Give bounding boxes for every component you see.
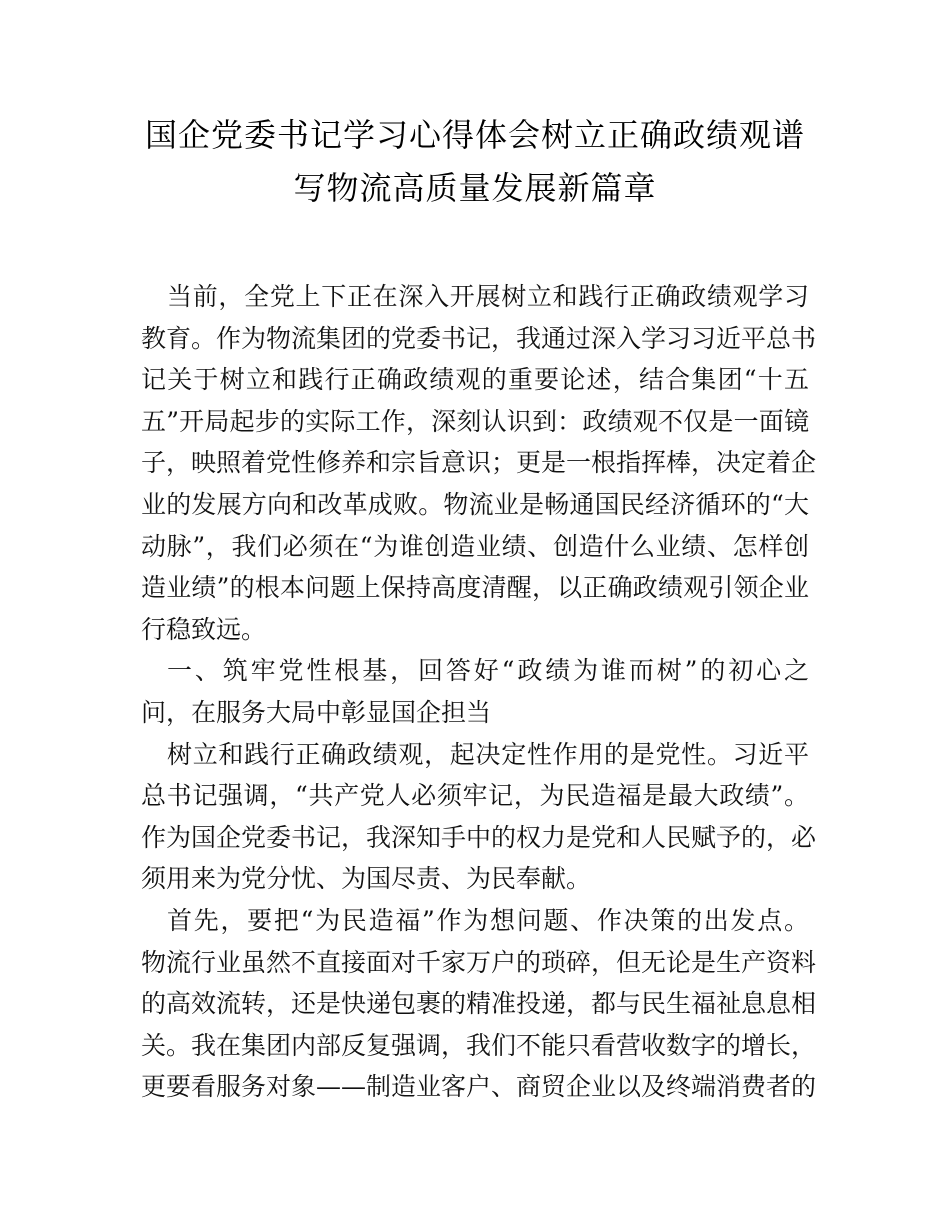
section-heading-1 — [141, 650, 809, 733]
paragraph-party-spirit — [141, 734, 817, 900]
text-line: 须用来为党分忧、为国尽责、为民奉献。 — [141, 864, 592, 894]
text-line: 造业绩”的根本问题上保持高度清醒，以正确政绩观引领企业 — [141, 573, 809, 603]
text-line: 子，映照着党性修养和宗旨意识；更是一根指挥棒，决定着企 — [141, 448, 817, 478]
text-line: 五”开局起步的实际工作，深刻认识到：政绩观不仅是一面镜 — [141, 406, 809, 436]
text-line: 总书记强调，“共产党人必须牢记，为民造福是最大政绩”。 — [141, 781, 809, 811]
document-body — [141, 276, 817, 1108]
text-line: 业的发展方向和改革成败。物流业是畅通国民经济循环的“大 — [141, 489, 809, 519]
text-line: 更要看服务对象——制造业客户、商贸企业以及终端消费者的 — [141, 1072, 817, 1102]
text-line: 问，在服务大局中彰显国企担当 — [141, 697, 492, 727]
text-line: 树立和践行正确政绩观，起决定性作用的是党性。习近平 — [167, 739, 809, 769]
text-line: 关。我在集团内部反复强调，我们不能只看营收数字的增长， — [141, 1030, 817, 1060]
title-line-1: 国企党委书记学习心得体会树立正确政绩观谱 — [144, 116, 805, 154]
text-line: 行稳致远。 — [141, 614, 267, 644]
text-line: 当前，全党上下正在深入开展树立和践行正确政绩观学习 — [167, 282, 809, 311]
text-line: 动脉”，我们必须在“为谁创造业绩、创造什么业绩、怎样创 — [141, 531, 809, 561]
document-title — [0, 109, 950, 215]
text-line: 一、筑牢党性根基，回答好“政绩为谁而树”的初心之 — [167, 656, 809, 686]
paragraph-first-point — [141, 900, 817, 1108]
paragraph-intro — [141, 276, 817, 650]
text-line: 作为国企党委书记，我深知手中的权力是党和人民赋予的，必 — [141, 822, 817, 852]
text-line: 首先，要把“为民造福”作为想问题、作决策的出发点。 — [167, 905, 809, 935]
text-line: 记关于树立和践行正确政绩观的重要论述，结合集团“十五 — [141, 365, 809, 395]
text-line: 的高效流转，还是快递包裹的精准投递，都与民生福祉息息相 — [141, 989, 817, 1019]
title-line-2: 写物流高质量发展新篇章 — [293, 169, 657, 207]
text-line: 物流行业虽然不直接面对千家万户的琐碎，但无论是生产资料 — [141, 947, 817, 977]
text-line: 教育。作为物流集团的党委书记，我通过深入学习习近平总书 — [141, 323, 817, 353]
